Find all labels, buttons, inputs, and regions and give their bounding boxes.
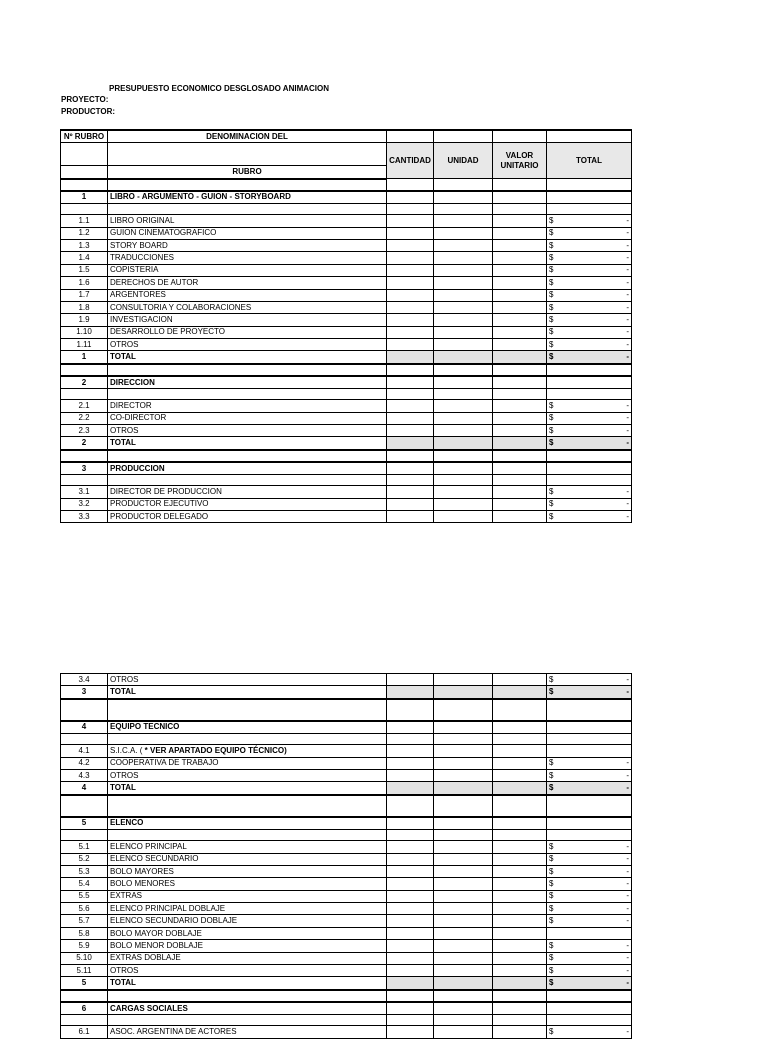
table-row [61,1026,632,1038]
amount-value: - [626,240,629,250]
currency-symbol: $ [549,302,554,312]
amount-value: - [626,400,629,410]
total-cell [547,977,632,990]
currency-symbol: $ [549,687,554,697]
table-row [61,301,632,313]
section-number: 6 [61,1002,108,1015]
table-row [61,412,632,424]
total-label: TOTAL [108,437,387,450]
item-number: 2.1 [61,400,108,412]
currency-symbol: $ [549,770,554,780]
table-row [61,400,632,412]
total-cell [547,952,632,964]
item-name: EXTRAS [108,890,387,902]
total-cell [547,498,632,510]
total-cell [547,686,632,699]
currency-symbol: $ [549,425,554,435]
item-name: ELENCO PRINCIPAL [108,841,387,853]
total-cell [547,239,632,251]
table-row [61,277,632,289]
currency-symbol: $ [549,486,554,496]
item-number: 2.2 [61,412,108,424]
document-title: PRESUPUESTO ECONOMICO DESGLOSADO ANIMACION [109,84,330,93]
table-row [61,314,632,326]
section-title: EQUIPO TECNICO [108,721,387,734]
amount-value: - [626,687,629,697]
item-number: 5.1 [61,841,108,853]
currency-symbol: $ [549,290,554,300]
table-row [61,841,632,853]
item-name: INVESTIGACION [108,314,387,326]
currency-symbol: $ [549,854,554,864]
section-header-row [61,817,632,830]
item-number: 3.1 [61,486,108,498]
currency-symbol: $ [549,265,554,275]
item-name: COPISTERIA [108,264,387,276]
total-cell [547,841,632,853]
currency-symbol: $ [549,940,554,950]
item-name: COOPERATIVA DE TRABAJO [108,757,387,769]
item-name: STORY BOARD [108,239,387,251]
currency-symbol: $ [549,277,554,287]
currency-symbol: $ [549,878,554,888]
total-cell [547,425,632,437]
item-name: ASOC. ARGENTINA DE ACTORES [108,1026,387,1038]
total-cell [547,510,632,522]
item-name: BOLO MENOR DOBLAJE [108,940,387,952]
item-name: OTROS [108,339,387,351]
total-number: 2 [61,437,108,450]
section-header-row [61,721,632,734]
section-header-row [61,1002,632,1015]
item-number: 3.2 [61,498,108,510]
table-row [61,326,632,338]
table-row [61,952,632,964]
table-row [61,674,632,686]
currency-symbol: $ [549,965,554,975]
amount-value: - [626,878,629,888]
item-name: ELENCO SECUNDARIO DOBLAJE [108,915,387,927]
col-header-cantidad: CANTIDAD [387,143,434,179]
item-name: BOLO MENORES [108,878,387,890]
table-row [61,890,632,902]
total-cell [547,264,632,276]
table-row [61,965,632,977]
amount-value: - [626,940,629,950]
table-row [61,339,632,351]
total-cell [547,940,632,952]
item-number: 5.11 [61,965,108,977]
total-cell [547,890,632,902]
currency-symbol: $ [549,253,554,263]
section-number: 1 [61,191,108,204]
item-number: 1.8 [61,301,108,313]
table-row [61,745,632,757]
currency-symbol: $ [549,783,554,793]
table-row [61,486,632,498]
currency-symbol: $ [549,978,554,988]
table-row [61,915,632,927]
total-cell [547,339,632,351]
table-row [61,215,632,227]
item-number: 5.4 [61,878,108,890]
currency-symbol: $ [549,215,554,225]
total-cell [547,903,632,915]
total-cell [547,412,632,424]
item-number: 5.5 [61,890,108,902]
col-header-denominacion-2: RUBRO [108,166,387,179]
section-title: ELENCO [108,817,387,830]
item-name: EXTRAS DOBLAJE [108,952,387,964]
item-name: BOLO MAYOR DOBLAJE [108,927,387,939]
item-name: BOLO MAYORES [108,865,387,877]
currency-symbol: $ [549,438,554,448]
total-cell [547,1026,632,1038]
amount-value: - [626,978,629,988]
section-header-row [61,191,632,204]
item-number: 5.3 [61,865,108,877]
amount-value: - [626,965,629,975]
amount-value: - [626,758,629,768]
item-number: 5.6 [61,903,108,915]
currency-symbol: $ [549,339,554,349]
total-row [61,686,632,699]
table-row [61,498,632,510]
currency-symbol: $ [549,1026,554,1036]
total-number: 5 [61,977,108,990]
item-name: OTROS [108,425,387,437]
item-name: TRADUCCIONES [108,252,387,264]
amount-value: - [626,352,629,362]
item-name: PRODUCTOR EJECUTIVO [108,498,387,510]
item-number: 1.11 [61,339,108,351]
amount-value: - [626,339,629,349]
table-row [61,927,632,939]
total-row [61,437,632,450]
item-name: OTROS [108,769,387,781]
total-label: TOTAL [108,977,387,990]
section-number: 4 [61,721,108,734]
table-row [61,853,632,865]
currency-symbol: $ [549,758,554,768]
section-number: 5 [61,817,108,830]
total-cell [547,215,632,227]
table-row [61,940,632,952]
total-cell [547,252,632,264]
currency-symbol: $ [549,499,554,509]
amount-value: - [626,413,629,423]
item-number: 5.10 [61,952,108,964]
item-number: 5.8 [61,927,108,939]
item-number: 4.3 [61,769,108,781]
item-number: 1.3 [61,239,108,251]
currency-symbol: $ [549,841,554,851]
col-header-unidad: UNIDAD [434,143,493,179]
total-cell [547,486,632,498]
proyecto-label: PROYECTO: [61,95,109,104]
item-name: CONSULTORIA Y COLABORACIONES [108,301,387,313]
amount-value: - [626,327,629,337]
section-title: CARGAS SOCIALES [108,1002,387,1015]
table-row [61,757,632,769]
section-title: DIRECCION [108,376,387,389]
table-row [61,252,632,264]
amount-value: - [626,511,629,521]
amount-value: - [626,1026,629,1036]
amount-value: - [626,438,629,448]
item-number: 6.1 [61,1026,108,1038]
table-row [61,878,632,890]
item-name: LIBRO ORIGINAL [108,215,387,227]
table-row [61,510,632,522]
item-number: 1.9 [61,314,108,326]
amount-value: - [626,486,629,496]
total-label: TOTAL [108,782,387,795]
amount-value: - [626,854,629,864]
item-name: DERECHOS DE AUTOR [108,277,387,289]
item-number: 1.4 [61,252,108,264]
amount-value: - [626,302,629,312]
table-row [61,425,632,437]
item-name: OTROS [108,965,387,977]
item-name: GUION CINEMATOGRAFICO [108,227,387,239]
total-cell [547,437,632,450]
amount-value: - [626,499,629,509]
total-cell [547,227,632,239]
total-cell [547,400,632,412]
total-cell [547,782,632,795]
total-cell [547,351,632,364]
currency-symbol: $ [549,314,554,324]
section-number: 2 [61,376,108,389]
item-number: 3.4 [61,674,108,686]
total-cell [547,878,632,890]
item-number: 5.2 [61,853,108,865]
amount-value: - [626,215,629,225]
item-name: ARGENTORES [108,289,387,301]
currency-symbol: $ [549,352,554,362]
item-number: 1.5 [61,264,108,276]
amount-value: - [626,265,629,275]
item-name: DIRECTOR DE PRODUCCION [108,486,387,498]
total-cell [547,277,632,289]
item-name: PRODUCTOR DELEGADO [108,510,387,522]
total-cell [547,757,632,769]
amount-value: - [626,866,629,876]
item-number: 1.7 [61,289,108,301]
total-cell [547,314,632,326]
item-name: OTROS [108,674,387,686]
section-header-row [61,376,632,389]
col-header-rubro: Nº RUBRO [61,130,108,143]
amount-value: - [626,425,629,435]
item-number: 2.3 [61,425,108,437]
total-cell [547,965,632,977]
amount-value: - [626,916,629,926]
col-header-total: TOTAL [547,143,632,179]
amount-value: - [626,314,629,324]
table-row [61,903,632,915]
table-row [61,289,632,301]
item-number: 1.10 [61,326,108,338]
section-header-row [61,462,632,475]
total-number: 1 [61,351,108,364]
item-number: 5.7 [61,915,108,927]
amount-value: - [626,290,629,300]
currency-symbol: $ [549,866,554,876]
item-number: 5.9 [61,940,108,952]
item-number: 3.3 [61,510,108,522]
total-cell [547,674,632,686]
amount-value: - [626,953,629,963]
total-cell [547,769,632,781]
total-row [61,977,632,990]
item-name: S.I.C.A. ( * VER APARTADO EQUIPO TÉCNICO) [108,745,387,757]
currency-symbol: $ [549,400,554,410]
amount-value: - [626,277,629,287]
section-title: PRODUCCION [108,462,387,475]
budget-table-part-1 [60,129,632,523]
total-number: 4 [61,782,108,795]
table-row [61,264,632,276]
amount-value: - [626,770,629,780]
item-name: DIRECTOR [108,400,387,412]
currency-symbol: $ [549,327,554,337]
amount-value: - [626,674,629,684]
item-name: CO-DIRECTOR [108,412,387,424]
currency-symbol: $ [549,891,554,901]
total-row [61,351,632,364]
amount-value: - [626,891,629,901]
total-label: TOTAL [108,686,387,699]
section-number: 3 [61,462,108,475]
total-cell [547,853,632,865]
currency-symbol: $ [549,228,554,238]
amount-value: - [626,841,629,851]
currency-symbol: $ [549,953,554,963]
total-number: 3 [61,686,108,699]
amount-value: - [626,228,629,238]
item-number: 1.1 [61,215,108,227]
section-title: LIBRO - ARGUMENTO - GUION - STORYBOARD [108,191,387,204]
currency-symbol: $ [549,916,554,926]
item-number: 1.2 [61,227,108,239]
currency-symbol: $ [549,413,554,423]
total-cell [547,326,632,338]
amount-value: - [626,253,629,263]
amount-value: - [626,783,629,793]
total-cell [547,289,632,301]
item-number: 1.6 [61,277,108,289]
total-cell [547,865,632,877]
currency-symbol: $ [549,511,554,521]
productor-label: PRODUCTOR: [61,107,116,116]
budget-table-part-2 [60,673,632,1039]
total-row [61,782,632,795]
currency-symbol: $ [549,240,554,250]
currency-symbol: $ [549,674,554,684]
total-cell [547,915,632,927]
table-row [61,227,632,239]
amount-value: - [626,903,629,913]
item-number: 4.1 [61,745,108,757]
item-name: ELENCO SECUNDARIO [108,853,387,865]
item-name: ELENCO PRINCIPAL DOBLAJE [108,903,387,915]
table-row [61,865,632,877]
total-cell [547,301,632,313]
currency-symbol: $ [549,903,554,913]
item-name: DESARROLLO DE PROYECTO [108,326,387,338]
total-label: TOTAL [108,351,387,364]
table-row [61,769,632,781]
item-number: 4.2 [61,757,108,769]
col-header-valor-unitario: VALOR UNITARIO [493,143,547,179]
col-header-denominacion-1: DENOMINACION DEL [108,130,387,143]
table-row [61,239,632,251]
